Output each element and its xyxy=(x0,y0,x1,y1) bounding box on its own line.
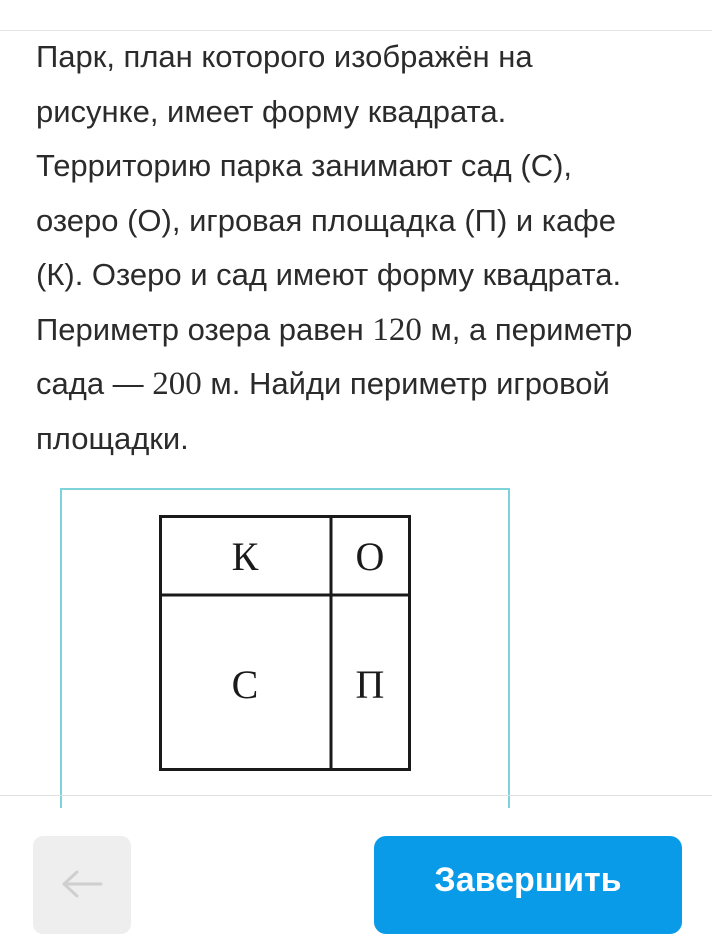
problem-line xyxy=(36,357,691,412)
problem-line: озеро (О), игровая площадка (П) и кафе xyxy=(36,202,617,238)
text-segment: м, а периметр xyxy=(421,311,633,347)
problem-line: площадки. xyxy=(36,420,189,456)
text-segment: Периметр озера равен xyxy=(36,311,373,347)
finish-button[interactable]: Завершить xyxy=(374,836,682,934)
text-segment: м. Найди периметр игровой xyxy=(201,366,610,401)
cafe-label: К xyxy=(231,534,259,579)
lake-label: О xyxy=(355,534,385,579)
park-plan-diagram xyxy=(159,515,411,771)
lake-perimeter-value: 120 xyxy=(372,311,422,348)
problem-line: Территорию парка занимают сад (С), xyxy=(36,148,573,183)
text-segment: сада — xyxy=(36,366,153,401)
arrow-left-icon xyxy=(61,869,103,899)
playground-label: П xyxy=(355,662,385,707)
garden-label: С xyxy=(231,662,259,707)
problem-text xyxy=(36,30,691,466)
bottom-divider xyxy=(0,795,712,796)
figure-frame xyxy=(60,488,510,808)
park-plan xyxy=(159,515,411,771)
problem-line: (К). Озеро и сад имеют форму квадрата. xyxy=(36,257,622,292)
back-button[interactable] xyxy=(33,836,131,934)
problem-line: рисунке, имеет форму квадрата. xyxy=(36,93,507,129)
problem-line: Парк, план которого изображён на xyxy=(36,39,533,74)
problem-line xyxy=(36,303,691,358)
garden-perimeter-value: 200 xyxy=(152,366,202,402)
